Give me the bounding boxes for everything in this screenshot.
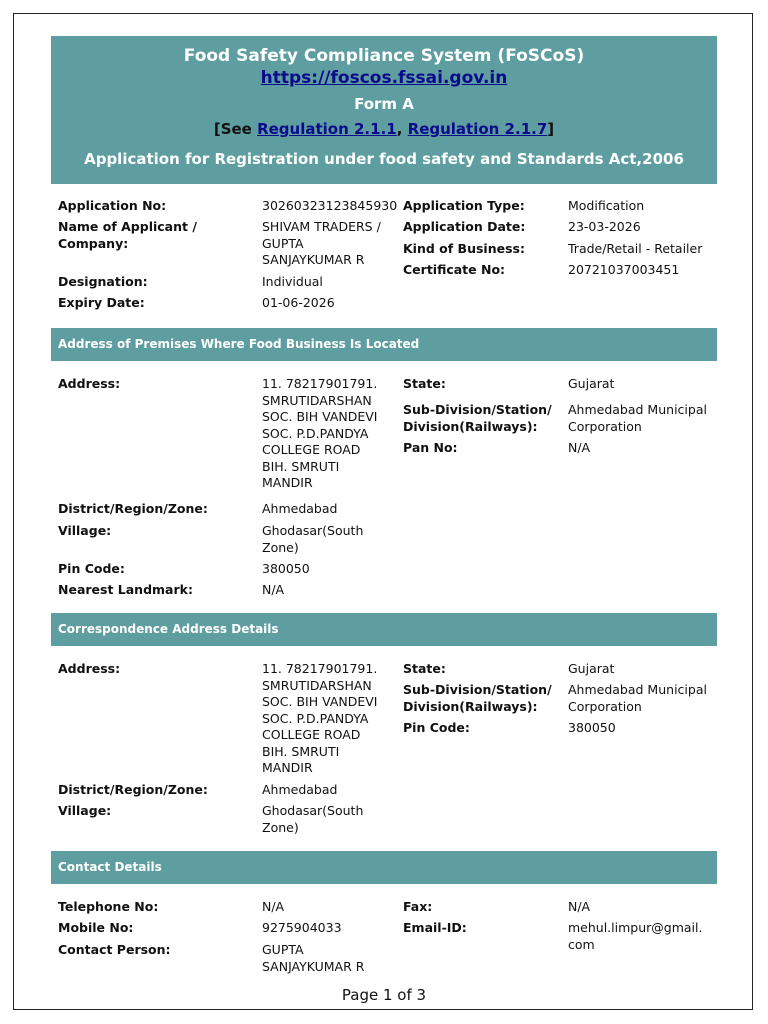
see-open: [See bbox=[213, 120, 258, 138]
premises-district-label: District/Region/Zone: bbox=[58, 501, 208, 516]
correspondence-subdivision-label: Sub-Division/Station/ Division(Railways): bbox=[403, 682, 552, 714]
portal-link[interactable]: https://foscos.fssai.gov.in bbox=[260, 68, 508, 88]
correspondence-pin-value: 380050 bbox=[568, 720, 616, 735]
mobile-label: Mobile No: bbox=[58, 920, 134, 935]
premises-state-label: State: bbox=[403, 376, 446, 391]
contact-section-heading: Contact Details bbox=[51, 851, 717, 884]
premises-village-value: Ghodasar(South Zone) bbox=[262, 523, 364, 555]
application-no-label: Application No: bbox=[58, 198, 167, 213]
correspondence-subdivision-value: Ahmedabad Municipal Corporation bbox=[568, 682, 707, 714]
pan-no-label: Pan No: bbox=[403, 440, 458, 455]
regulation-reference bbox=[51, 119, 717, 139]
form-header bbox=[51, 36, 717, 184]
telephone-value: N/A bbox=[262, 899, 285, 914]
correspondence-district-value: Ahmedabad bbox=[262, 782, 338, 797]
system-title: Food Safety Compliance System (FoSCoS) bbox=[183, 46, 585, 66]
application-date-value: 23-03-2026 bbox=[568, 219, 641, 234]
premises-district-value: Ahmedabad bbox=[262, 501, 338, 516]
telephone-label: Telephone No: bbox=[58, 899, 159, 914]
correspondence-section-heading: Correspondence Address Details bbox=[51, 613, 717, 646]
premises-pin-label: Pin Code: bbox=[58, 561, 125, 576]
pan-no-value: N/A bbox=[568, 440, 591, 455]
form-name: Form A bbox=[354, 95, 414, 113]
applicant-name-value: SHIVAM TRADERS / GUPTA SANJAYKUMAR R bbox=[262, 219, 381, 267]
see-separator: , bbox=[396, 120, 408, 138]
premises-address-label: Address: bbox=[58, 376, 121, 391]
premises-subdivision-label: Sub-Division/Station/ Division(Railways): bbox=[403, 402, 552, 434]
correspondence-details bbox=[51, 646, 717, 851]
correspondence-address-label: Address: bbox=[58, 661, 121, 676]
certificate-no-label: Certificate No: bbox=[403, 262, 506, 277]
regulation-link-1[interactable]: Regulation 2.1.1 bbox=[257, 120, 397, 138]
form-content bbox=[51, 36, 717, 984]
correspondence-address-value: 11. 78217901791. SMRUTIDARSHAN SOC. BIH VANDEVI SOC. P.D.PANDYA COLLEGE ROAD BIH. SMRUTI MANDIR bbox=[262, 661, 378, 775]
application-type-value: Modification bbox=[568, 198, 645, 213]
certificate-no-value: 20721037003451 bbox=[568, 262, 680, 277]
premises-details bbox=[51, 361, 717, 613]
premises-pin-value: 380050 bbox=[262, 561, 310, 576]
correspondence-village-label: Village: bbox=[58, 803, 112, 818]
expiry-date-value: 01-06-2026 bbox=[262, 295, 335, 310]
application-details bbox=[51, 184, 717, 328]
application-no-value: 30260323123845930 bbox=[262, 198, 398, 213]
kind-of-business-label: Kind of Business: bbox=[403, 241, 525, 256]
fax-label: Fax: bbox=[403, 899, 433, 914]
fax-value: N/A bbox=[568, 899, 591, 914]
correspondence-state-label: State: bbox=[403, 661, 446, 676]
correspondence-pin-label: Pin Code: bbox=[403, 720, 470, 735]
page-number: Page 1 of 3 bbox=[341, 986, 427, 1004]
nearest-landmark-label: Nearest Landmark: bbox=[58, 582, 193, 597]
kind-of-business-value: Trade/Retail - Retailer bbox=[568, 241, 703, 256]
email-label: Email-ID: bbox=[403, 920, 467, 935]
premises-state-value: Gujarat bbox=[568, 376, 615, 391]
designation-label: Designation: bbox=[58, 274, 148, 289]
regulation-link-2[interactable]: Regulation 2.1.7 bbox=[407, 120, 548, 138]
premises-section-heading: Address of Premises Where Food Business Is Located bbox=[51, 328, 717, 361]
designation-value: Individual bbox=[262, 274, 323, 289]
contact-person-label: Contact Person: bbox=[58, 942, 171, 957]
email-value: mehul.limpur@gmail. com bbox=[568, 920, 703, 952]
correspondence-village-value: Ghodasar(South Zone) bbox=[262, 803, 364, 835]
contact-person-value: GUPTA SANJAYKUMAR R bbox=[262, 942, 365, 974]
premises-subdivision-value: Ahmedabad Municipal Corporation bbox=[568, 402, 707, 434]
applicant-name-label: Name of Applicant / Company: bbox=[58, 219, 197, 251]
nearest-landmark-value: N/A bbox=[262, 582, 285, 597]
form-subtitle: Application for Registration under food safety and Standards Act,2006 bbox=[84, 150, 684, 168]
see-close: ] bbox=[547, 120, 555, 138]
contact-details bbox=[51, 884, 717, 984]
application-date-label: Application Date: bbox=[403, 219, 526, 234]
mobile-value: 9275904033 bbox=[262, 920, 342, 935]
correspondence-state-value: Gujarat bbox=[568, 661, 615, 676]
premises-address-value: 11. 78217901791. SMRUTIDARSHAN SOC. BIH VANDEVI SOC. P.D.PANDYA COLLEGE ROAD BIH. SMRUTI MANDIR bbox=[262, 376, 378, 490]
premises-village-label: Village: bbox=[58, 523, 112, 538]
correspondence-district-label: District/Region/Zone: bbox=[58, 782, 208, 797]
expiry-date-label: Expiry Date: bbox=[58, 295, 145, 310]
application-type-label: Application Type: bbox=[403, 198, 525, 213]
